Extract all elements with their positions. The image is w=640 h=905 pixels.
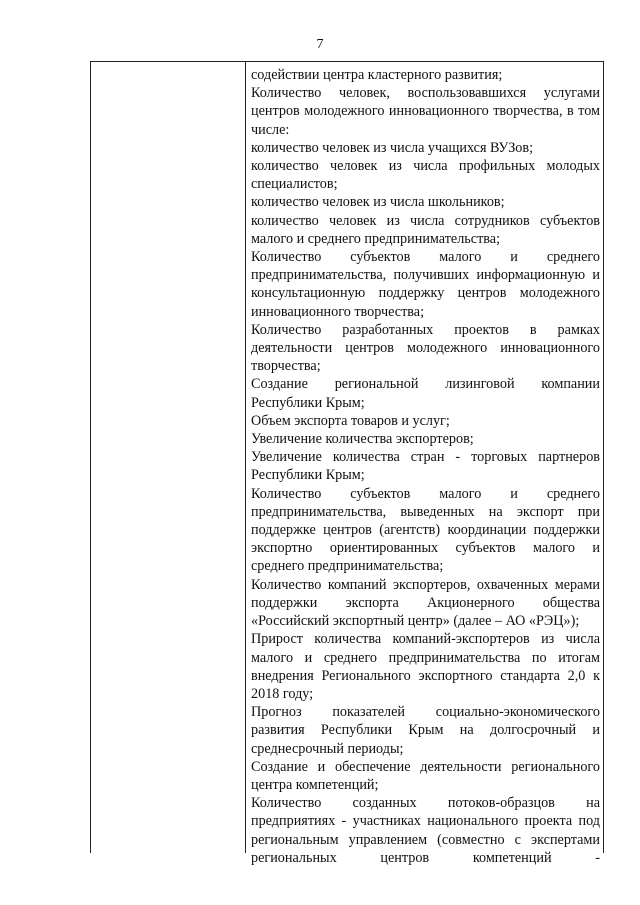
indicator-line: Количество компаний экспортеров, охваченных мерами поддержки экспорта Акционерного общества «Российский экспортный центр» (далее – АО «РЭЦ»); bbox=[251, 576, 600, 630]
indicator-line: количество человек из числа школьников; bbox=[251, 194, 505, 211]
column-divider bbox=[245, 62, 246, 853]
indicator-line: Объем экспорта товаров и услуг; bbox=[251, 412, 450, 429]
table-cell-left bbox=[91, 62, 245, 853]
indicator-line: Количество субъектов малого и среднего предпринимательства, выведенных на экспорт при поддержке центров (агентств) координации поддержки экспортно ориентированных субъектов малого и среднего предпринимательства; bbox=[251, 485, 600, 575]
indicator-line: Увеличение количества экспортеров; bbox=[251, 431, 474, 448]
indicator-line: Количество созданных потоков-образцов на предприятиях - участниках национального проекта под региональным управлением (совместно с экспертами региональных центров компетенций - bbox=[251, 795, 600, 866]
indicator-line: Создание региональной лизинговой компании Республики Крым; bbox=[251, 376, 600, 411]
indicator-line: Прирост количества компаний-экспортеров из числа малого и среднего предпринимательства по итогам внедрения Регионального экспортного стандарта 2,0 к 2018 году; bbox=[251, 631, 600, 702]
indicator-line: Количество разработанных проектов в рамках деятельности центров молодежного инновационного творчества; bbox=[251, 321, 600, 375]
indicator-line: содействии центра кластерного развития; bbox=[251, 67, 503, 83]
indicator-line: количество человек из числа профильных молодых специалистов; bbox=[251, 158, 600, 193]
indicator-line: Создание и обеспечение деятельности регионального центра компетенций; bbox=[251, 758, 600, 793]
indicator-line: Прогноз показателей социально-экономического развития Республики Крым на долгосрочный и среднесрочный периоды; bbox=[251, 704, 600, 757]
indicator-line: Количество человек, воспользовавшихся услугами центров молодежного инновационного творчества, в том числе: bbox=[251, 85, 600, 138]
page-number: 7 bbox=[316, 37, 324, 52]
indicator-line: Количество субъектов малого и среднего предпринимательства, получивших информационную и консультационную поддержку центров молодежного инновационного творчества; bbox=[251, 249, 600, 320]
indicator-line: количество человек из числа сотрудников субъектов малого и среднего предпринимательства; bbox=[251, 212, 600, 247]
document-table bbox=[90, 61, 604, 866]
indicator-line: Увеличение количества стран - торговых партнеров Республики Крым; bbox=[251, 449, 600, 484]
table-cell-right bbox=[251, 66, 600, 867]
indicator-line: количество человек из числа учащихся ВУЗов; bbox=[251, 139, 534, 156]
